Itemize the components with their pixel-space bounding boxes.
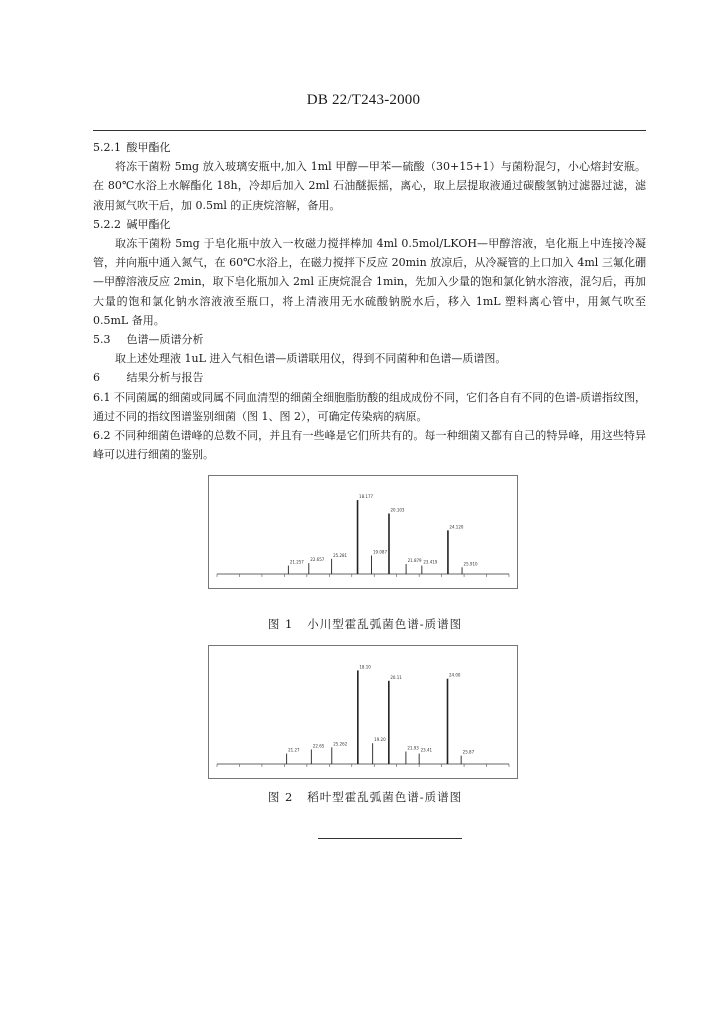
peak-label: 25.281 [333, 552, 348, 558]
peak-label: 23.419 [423, 559, 438, 565]
section-title: 结果分析与报告 [126, 371, 204, 385]
peak-label: 25.262 [333, 741, 348, 747]
peak-label: 21.257 [289, 559, 304, 565]
figure-caption-1 [200, 616, 530, 632]
peak-label: 20.103 [390, 507, 405, 513]
chromatogram-chart-1 [209, 476, 517, 588]
end-rule [318, 838, 462, 839]
standard-code: DB 22/T243-2000 [306, 92, 421, 108]
section-heading-6 [93, 368, 646, 387]
figure-caption-text: 小川型霍乱弧菌色谱-质谱图 [307, 617, 463, 631]
peak-label: 22.65 [312, 743, 325, 749]
section-paragraph-5-2-1: 将冻干菌粉 5mg 放入玻璃安瓶中,加入 1ml 甲醇—甲苯—硫酸（30+15+1）与菌粉混匀，小心熔封安瓶。在 80℃水浴上水解酯化 18h，冷却后加入 2ml 石油醚振摇，离心，取上层提取液通过碳酸氢钠过滤器过滤，滤液用氮气吹干后，加 0.5ml 的正庚烷溶解，备用。 [93, 160, 646, 212]
section-paragraph-5-3: 取上述处理液 1uL 进入气相色谱—质谱联用仪，得到不同菌种和色谱—质谱图。 [115, 352, 507, 366]
figure-caption-2 [200, 789, 530, 805]
chromatogram-figure-2 [208, 645, 518, 779]
chromatogram-chart-2 [209, 646, 517, 778]
section-paragraph-5-2-2: 取冻干菌粉 5mg 于皂化瓶中放入一枚磁力搅拌棒加 4ml 0.5mol/LKOH—甲醇溶液，皂化瓶上中连接冷凝管，并向瓶中通入氮气，在 60℃水浴上，在磁力搅拌下反应 20min 放凉后，从冷凝管的上口加入 4ml 三氟化硼—甲醇溶液反应 2min，取下皂化瓶加入 2ml 正庚烷混合 1min，先加入少量的饱和氯化钠水溶液，混匀后，再加大量的饱和氯化钠水溶液液至瓶口，将上清液用无水硫酸钠脱水后，移入 1mL 塑料离心管中，用氮气吹至 0.5mL 备用。 [93, 237, 646, 327]
section-heading-5-3 [93, 330, 646, 349]
section-number: 5.3 [93, 333, 111, 347]
section-heading-5-2-1 [93, 138, 646, 157]
peak-label: 24.00 [449, 672, 461, 678]
result-item-6-2: 6.2 不同种细菌色谱峰的总数不同，并且有一些峰是它们所共有的。每一种细菌又都有自己的特异峰，用这些特异峰可以进行细菌的鉴别。 [93, 429, 646, 462]
section-number: 6 [93, 371, 100, 385]
result-item-6-1: 6.1 不同菌属的细菌或同属不同血清型的细菌全细胞脂肪酸的组成成份不同，它们各自有不同的色谱-质谱指纹图，通过不同的指纹图谱鉴别细菌（图 1、图 2），可确定传染病的病原。 [93, 390, 646, 423]
peak-label: 23.41 [420, 747, 433, 753]
section-number: 5.2.2 [93, 217, 121, 231]
section-number: 5.2.1 [93, 141, 121, 154]
section-title: 酸甲酯化 [126, 141, 171, 154]
peak-label: 20.11 [390, 674, 402, 680]
figure-caption-text: 稻叶型霍乱弧菌色谱-质谱图 [307, 790, 463, 804]
section-title: 碱甲酯化 [126, 217, 171, 231]
section-title: 色谱—质谱分析 [126, 333, 204, 347]
peak-label: 21.27 [288, 747, 300, 753]
peak-label: 19.087 [373, 549, 388, 555]
peak-label: 22.657 [310, 557, 325, 563]
peak-label: 25.910 [463, 561, 478, 567]
section-heading-5-2-2 [93, 215, 646, 234]
peak-label: 19.20 [374, 737, 386, 743]
document-body [93, 138, 646, 464]
peak-label: 21.93 [407, 745, 419, 751]
chromatogram-figure-1 [208, 475, 518, 589]
figure-number: 图 2 [267, 790, 294, 804]
figure-number: 图 1 [267, 617, 294, 631]
header-rule [93, 130, 646, 131]
peak-label: 21.879 [407, 557, 422, 563]
peak-label: 24.120 [449, 524, 464, 530]
peak-label: 25.87 [462, 749, 475, 755]
peak-label: 18.10 [359, 664, 371, 670]
peak-label: 18.177 [359, 494, 374, 500]
